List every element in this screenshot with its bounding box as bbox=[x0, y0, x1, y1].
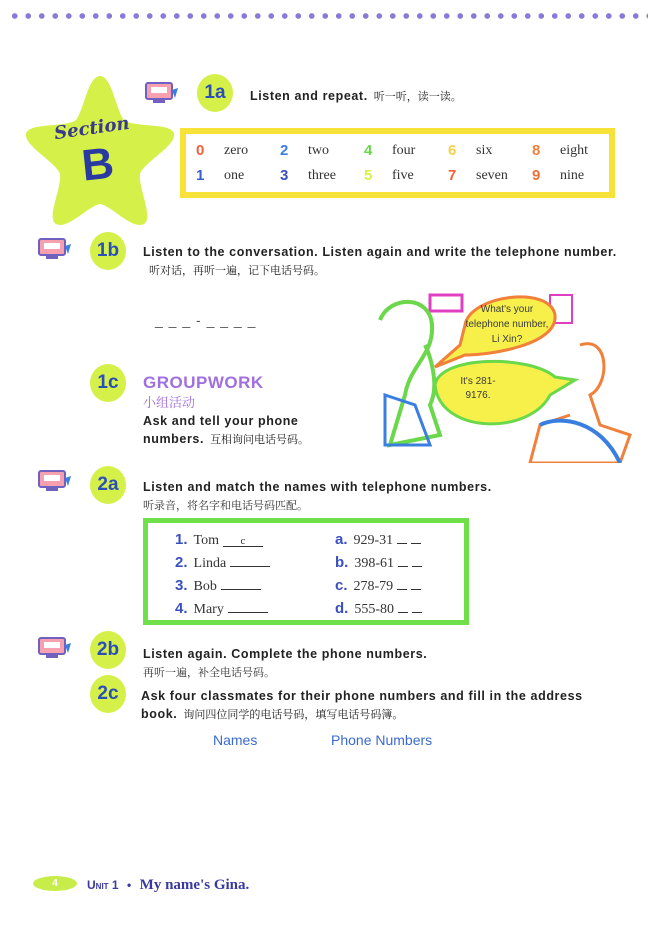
cassette-icon bbox=[145, 82, 179, 104]
answer-blank[interactable] bbox=[230, 555, 270, 567]
number-word: one bbox=[224, 168, 245, 183]
top-dot-border bbox=[8, 12, 648, 20]
person-name: Tom bbox=[193, 533, 219, 548]
instruction-cn: 询问四位同学的电话号码，填写电话号码簿。 bbox=[183, 709, 404, 721]
exercise-badge-1a: 1a bbox=[197, 74, 233, 112]
digit-blank[interactable] bbox=[397, 589, 407, 590]
instruction-text: Ask and tell your phone numbers. bbox=[143, 414, 299, 446]
section-letter: B bbox=[79, 138, 117, 191]
match-name-row bbox=[175, 577, 261, 595]
digit: 7 bbox=[448, 167, 457, 184]
item-letter: d. bbox=[335, 600, 349, 617]
partial-phone-number: 555-80 bbox=[354, 602, 395, 617]
instruction-text: Listen and repeat. bbox=[250, 89, 368, 103]
speech-bubble-question: What's your telephone number, Li Xin? bbox=[465, 304, 549, 345]
partial-phone-number: 929-31 bbox=[353, 533, 394, 548]
person-name: Mary bbox=[193, 602, 224, 617]
groupwork-title: GROUPWORK bbox=[143, 373, 264, 392]
instruction-text: Listen to the conversation. Listen again and write the telephone number. bbox=[143, 245, 617, 259]
instruction-1b bbox=[143, 243, 623, 280]
instruction-2a: Listen and match the names with telephone numbers. bbox=[143, 480, 492, 494]
person-name: Bob bbox=[193, 579, 217, 594]
cassette-icon bbox=[38, 637, 72, 659]
digit-blank[interactable] bbox=[398, 566, 408, 567]
section-word: Section bbox=[52, 112, 131, 145]
item-number: 2. bbox=[175, 554, 188, 571]
match-name-row bbox=[175, 531, 263, 549]
partial-phone-number: 398-61 bbox=[354, 556, 395, 571]
digit-blank[interactable] bbox=[397, 543, 407, 544]
instruction-2a-cn: 听录音，将名字和电话号码匹配。 bbox=[143, 500, 308, 512]
number-word: nine bbox=[560, 168, 585, 183]
exercise-badge-2b: 2b bbox=[90, 631, 126, 669]
answer-blank[interactable] bbox=[228, 601, 268, 613]
item-number: 4. bbox=[175, 600, 188, 617]
groupwork-title-cn: 小组活动 bbox=[143, 395, 196, 410]
exercise-badge-1b: 1b bbox=[90, 232, 126, 270]
number-word: two bbox=[308, 143, 329, 158]
number-word: seven bbox=[476, 168, 508, 183]
instruction-cn: 互相询问电话号码。 bbox=[210, 434, 310, 446]
page-number: 4 bbox=[33, 876, 77, 891]
exercise-badge-1c: 1c bbox=[90, 364, 126, 402]
unit-title: My name's Gina. bbox=[139, 877, 250, 893]
digit: 9 bbox=[532, 167, 541, 184]
match-name-row bbox=[175, 600, 268, 618]
instruction-1c bbox=[143, 412, 353, 449]
item-number: 3. bbox=[175, 577, 188, 594]
match-phone-row bbox=[335, 531, 421, 549]
answer-blank[interactable] bbox=[221, 578, 261, 590]
digit-blank[interactable] bbox=[411, 589, 421, 590]
number-word: six bbox=[476, 143, 493, 158]
instruction-cn: 听一听，读一读。 bbox=[373, 91, 462, 103]
digit: 2 bbox=[280, 142, 289, 159]
digit: 6 bbox=[448, 142, 457, 159]
digit-blank[interactable] bbox=[412, 612, 422, 613]
item-letter: c. bbox=[335, 577, 348, 594]
digit: 8 bbox=[532, 142, 541, 159]
partial-phone-number: 278-79 bbox=[353, 579, 394, 594]
item-letter: b. bbox=[335, 554, 349, 571]
digit-blank[interactable] bbox=[411, 543, 421, 544]
item-letter: a. bbox=[335, 531, 348, 548]
digit: 0 bbox=[196, 142, 205, 159]
digit: 3 bbox=[280, 167, 289, 184]
match-phone-row bbox=[335, 577, 421, 595]
footer-unit-title bbox=[87, 876, 249, 894]
speech-bubble-answer: It's 281-9176. bbox=[460, 376, 496, 401]
number-word: four bbox=[392, 143, 416, 158]
instruction-text: Ask four classmates for their phone numbers and fill in the address book. bbox=[141, 689, 583, 721]
instruction-1a bbox=[250, 87, 462, 106]
phone-number-blank[interactable]: _ _ _ - _ _ _ _ bbox=[155, 312, 257, 328]
item-number: 1. bbox=[175, 531, 188, 548]
match-name-row bbox=[175, 554, 270, 572]
number-word: five bbox=[392, 168, 414, 183]
digit-blank[interactable] bbox=[412, 566, 422, 567]
cassette-icon bbox=[38, 238, 72, 260]
exercise-badge-2c: 2c bbox=[90, 675, 126, 713]
address-book-names-header: Names bbox=[213, 732, 258, 748]
digit-blank[interactable] bbox=[398, 612, 408, 613]
match-phone-row bbox=[335, 600, 422, 618]
number-word: three bbox=[308, 168, 336, 183]
exercise-badge-2a: 2a bbox=[90, 466, 126, 504]
instruction-cn: 听对话，再听一遍，记下电话号码。 bbox=[149, 265, 325, 277]
cassette-icon bbox=[38, 470, 72, 492]
digit: 4 bbox=[364, 142, 373, 159]
match-phone-row bbox=[335, 554, 422, 572]
answer-blank[interactable]: c bbox=[223, 535, 263, 547]
bullet: • bbox=[127, 878, 132, 892]
instruction-2b-cn: 再听一遍，补全电话号码。 bbox=[143, 667, 275, 679]
number-word: zero bbox=[224, 143, 249, 158]
number-words-box bbox=[180, 128, 615, 198]
instruction-2c bbox=[141, 687, 621, 724]
unit-label: Unit 1 bbox=[87, 878, 119, 892]
number-word: eight bbox=[560, 143, 588, 158]
person-name: Linda bbox=[193, 556, 227, 571]
digit: 1 bbox=[196, 167, 205, 184]
address-book-phones-header: Phone Numbers bbox=[331, 732, 433, 748]
instruction-2b: Listen again. Complete the phone numbers. bbox=[143, 647, 428, 661]
digit: 5 bbox=[364, 167, 373, 184]
